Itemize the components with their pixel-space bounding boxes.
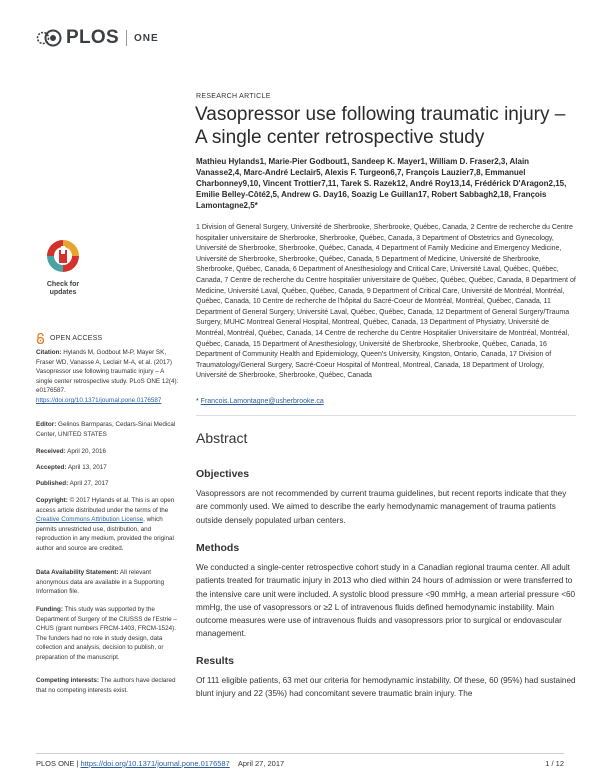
funding-text: This study was supported by the Department of Surgery of the CIUSSS de l'Estrie – CHUS (grant numbers FRCM-1403, FRCM-1524). The funders had no role in study design, data collection and analysis, decision to publish, or preparation of the manuscript. bbox=[36, 606, 177, 661]
article-type: RESEARCH ARTICLE bbox=[196, 93, 271, 100]
funding bbox=[36, 605, 182, 663]
competing-interests bbox=[36, 676, 182, 695]
received bbox=[36, 447, 182, 457]
section-text-objectives: Vasopressors are not recommended by current trauma guidelines, but recent reports indicate that they are commonly used. We aimed to describe the early hemodynamic management of trauma patients outside densely populated urban centers. bbox=[196, 489, 567, 525]
received-date: April 20, 2016 bbox=[67, 448, 107, 455]
badge-line-2: updates bbox=[49, 289, 77, 296]
footer-divider bbox=[36, 753, 564, 754]
logo-separator bbox=[126, 30, 127, 46]
license-link[interactable]: Creative Commons Attribution License bbox=[36, 516, 144, 524]
footer-journal: PLOS ONE bbox=[36, 759, 75, 768]
author-list: Mathieu Hylands1, Marie-Pier Godbout1, Sandeep K. Mayer1, William D. Fraser2,3, Alain Vanasse2,4, Marc-André Leclair5, Alexis F. Turgeon6,7, François Lauzier7,8, Emmanuel Charbonney9,10, Vincent Trottier7,11, Tarek S. Razek12, André Roy13,14, Frédérick D'Aragon2,15, Emilie Belley-Côté2,5, Andrew G. Day16, Soazig Le Guillan17, Robert Sabbagh2,18, François Lamontagne2,5* bbox=[196, 157, 567, 211]
citation-label: Citation: bbox=[36, 349, 62, 356]
divider bbox=[196, 415, 576, 416]
logo-word: PLOS bbox=[66, 27, 119, 48]
section-heading-objectives: Objectives bbox=[196, 468, 250, 480]
corresponding-email: * Francois.Lamontagne@usherbrooke.ca bbox=[196, 398, 324, 405]
open-lock-icon bbox=[36, 333, 45, 344]
badge-line-1: Check for bbox=[46, 281, 80, 288]
copyright-text-1: © 2017 Hylands et al. This is an open access article distributed under the terms of the bbox=[36, 497, 175, 514]
open-access bbox=[36, 333, 102, 344]
open-access-label: OPEN ACCESS bbox=[50, 335, 103, 342]
published bbox=[36, 479, 182, 489]
section-text-results: Of 111 eligible patients, 63 met our criteria for hemodynamic instability. Of these, 60 (95%) had sustained blunt injury and 22 (35%) had concomitant severe traumatic brain injury. The bbox=[196, 676, 576, 699]
article-title: Vasopressor use following traumatic injury – A single center retrospective study bbox=[195, 104, 566, 148]
footer-date: April 27, 2017 bbox=[237, 759, 285, 768]
citation bbox=[36, 348, 182, 406]
footer-citation bbox=[36, 759, 284, 768]
check-for-updates-badge[interactable] bbox=[38, 236, 88, 300]
accepted bbox=[36, 463, 182, 473]
data-availability-text: All relevant anonymous data are available in a Supporting Information file. bbox=[36, 569, 165, 596]
published-label: Published: bbox=[36, 480, 69, 487]
citation-doi-link[interactable]: https://doi.org/10.1371/journal.pone.0176587 bbox=[36, 396, 162, 404]
editor bbox=[36, 420, 182, 439]
abstract-heading: Abstract bbox=[196, 430, 248, 446]
copyright-label: Copyright: bbox=[36, 497, 68, 504]
accepted-label: Accepted: bbox=[36, 464, 67, 471]
editor-label: Editor: bbox=[36, 421, 57, 428]
published-date: April 27, 2017 bbox=[69, 480, 109, 487]
competing-interests-label: Competing interests: bbox=[36, 677, 99, 684]
citation-text: Hylands M, Godbout M-P, Mayer SK, Fraser WD, Vanasse A, Leclair M-A, et al. (2017) Vasopressor use following traumatic injury – A single center retrospective study. PLoS ONE 12(4): e0176587. bbox=[36, 349, 179, 395]
logo-journal: ONE bbox=[133, 32, 159, 44]
page-number: 1 / 12 bbox=[545, 759, 564, 768]
plos-logo[interactable] bbox=[36, 27, 159, 49]
affiliations: 1 Division of General Surgery, Université de Sherbrooke, Sherbrooke, Québec, Canada, 2 Centre de recherche du Centre hospitalier universitaire de Sherbrooke, Sherbrooke, Québec, Canada, 3 Department of Obstetrics and Gynecology, Université de Sherbrooke, Sherbrooke, Québec, Canada, 4 Department of Family Medicine and Emergency Medicine, Université de Sherbrooke, Sherbrooke, Québec, Canada, 5 Department of Medicine, Université de Sherbrooke, Sherbrooke, Québec, Canada, 6 Department of Anesthesiology and Critical Care, Université Laval, Québec, Québec, Canada, 7 Centre de recherche du Centre hospitalier universitaire de Québec, Québec, Québec, Canada, 8 Department of Medicine, Université Laval, Québec, Québec, Canada, 9 Department of Critical Care, Université de Montréal, Montréal, Québec, Canada, 10 Centre de recherche de l'hôpital du Sacré-Coeur de Montréal, Montréal, Québec, Canada, 11 Department of General Surgery, Université Laval, Québec, Québec, Canada, 12 Department of General Surgery/Trauma Surgery, MUHC Montreal General Hospital, Montreal, Québec, Canada, 13 Department of Physiatry, Université de Montréal, Montréal, Québec, Canada, 14 Centre de recherche du Centre Hospitalier Universitaire de Montréal, Montréal, Québec, Canada, 15 Department of Anesthesiology, Université de Sherbrooke, Sherbrooke, Québec, Canada, 16 Department of Community Health and Epidemiology, Queen's University, Kingston, Ontario, Canada, 17 Division of Traumatology/General Surgery, Sacré-Coeur Hospital of Montreal, Montreal, Canada, 18 Department of Urology, Université de Sherbrooke, Sherbrooke, Québec, Canada bbox=[196, 224, 576, 380]
received-label: Received: bbox=[36, 448, 66, 455]
data-availability bbox=[36, 568, 182, 597]
section-heading-methods: Methods bbox=[196, 542, 240, 554]
email-link[interactable]: Francois.Lamontagne@usherbrooke.ca bbox=[200, 398, 324, 405]
footer-separator: | bbox=[74, 759, 81, 768]
section-text-methods: We conducted a single-center retrospective cohort study in a Canadian regional trauma center. All adult patients treated for traumatic injury in 2013 who died within 24 hours of admission or were transferred to the intensive care unit were included. A systolic blood pressure <90 mmHg, a mean arterial pressure <60 mmHg, the use of vasopressors or ≥2 L of intravenous fluids defined hemodynamic instability. Main outcome measures were use of intravenous fluids and vasopressors prior to surgical or endovascular management. bbox=[196, 563, 576, 639]
footer-doi-link[interactable]: https://doi.org/10.1371/journal.pone.0176587 bbox=[80, 759, 230, 768]
plos-logo-icon bbox=[36, 27, 62, 49]
copyright bbox=[36, 496, 182, 554]
funding-label: Funding: bbox=[36, 606, 63, 613]
section-heading-results: Results bbox=[196, 655, 234, 667]
accepted-date: April 13, 2017 bbox=[67, 464, 107, 471]
check-for-updates-icon bbox=[38, 236, 88, 276]
competing-interests-text: The authors have declared that no competing interests exist. bbox=[36, 677, 176, 694]
data-availability-label: Data Availability Statement: bbox=[36, 569, 119, 576]
copyright-text-2: , which permits unrestricted use, distribution, and reproduction in any medium, provided the original author and source are credited. bbox=[36, 516, 174, 552]
editor-text: Gelinos Barmparas, Cedars-Sinai Medical Center, UNITED STATES bbox=[36, 421, 176, 438]
